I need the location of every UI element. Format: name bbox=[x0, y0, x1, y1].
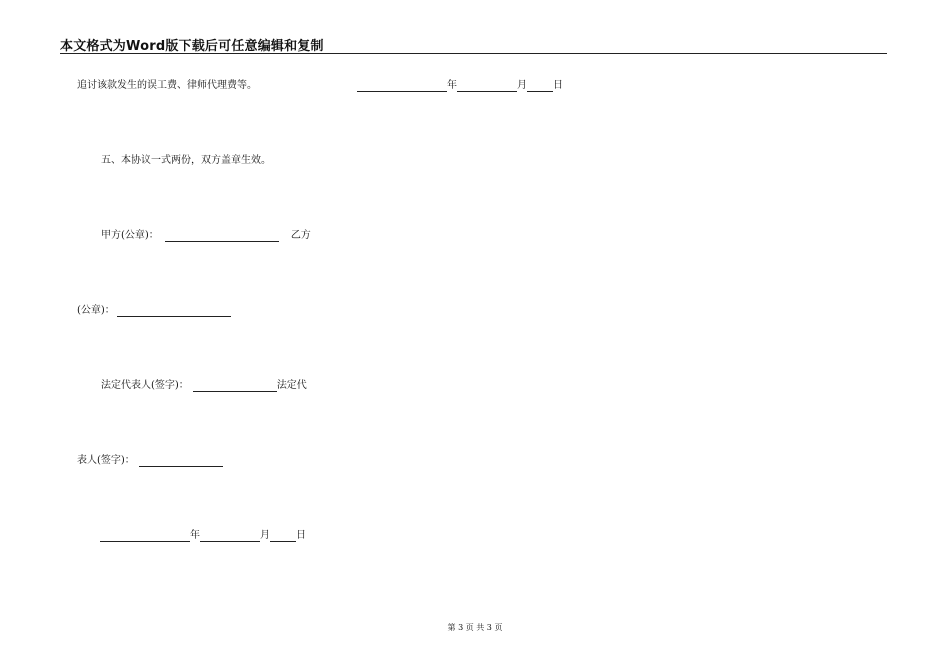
date-line-bottom bbox=[100, 529, 306, 543]
party-b-line bbox=[77, 304, 231, 318]
day-blank-bottom bbox=[270, 530, 296, 542]
day-label: 日 bbox=[553, 80, 563, 91]
month-blank-bottom bbox=[200, 530, 260, 542]
rep-b-label-start: 法定代 bbox=[276, 380, 307, 391]
party-b-label-end: (公章)： bbox=[77, 305, 115, 316]
header-rule bbox=[60, 53, 887, 54]
rep-b-label-end: 表人(签字)： bbox=[77, 455, 135, 466]
year-label: 年 bbox=[447, 80, 457, 91]
day-label-bottom: 日 bbox=[296, 530, 306, 541]
text-line-1 bbox=[77, 79, 257, 93]
rep-a-sign-blank bbox=[193, 380, 277, 392]
day-blank bbox=[527, 80, 553, 92]
rep-a-label: 法定代表人(签字)： bbox=[101, 380, 189, 391]
party-line bbox=[101, 229, 311, 243]
year-blank-bottom bbox=[100, 530, 190, 542]
rep-b-line bbox=[77, 454, 223, 468]
month-label-bottom: 月 bbox=[260, 530, 270, 541]
party-b-seal-blank bbox=[117, 305, 231, 317]
rep-b-sign-blank bbox=[139, 455, 223, 467]
clause-5-text: 五、本协议一式两份，双方盖章生效。 bbox=[101, 155, 271, 166]
party-b-label-start: 乙方 bbox=[290, 230, 311, 241]
year-blank bbox=[357, 80, 447, 92]
clause-5 bbox=[101, 154, 271, 168]
rep-line bbox=[101, 379, 307, 393]
page-number-footer: 第 3 页 共 3 页 bbox=[447, 623, 503, 632]
month-blank bbox=[457, 80, 517, 92]
month-label: 月 bbox=[517, 80, 527, 91]
party-a-label: 甲方(公章)： bbox=[101, 230, 159, 241]
year-label-bottom: 年 bbox=[190, 530, 200, 541]
party-a-seal-blank bbox=[165, 230, 279, 242]
fee-text: 追讨该款发生的误工费、律师代理费等。 bbox=[77, 80, 257, 91]
date-line-top bbox=[357, 79, 563, 93]
document-header-title: 本文格式为Word版下载后可任意编辑和复制 bbox=[60, 39, 324, 54]
